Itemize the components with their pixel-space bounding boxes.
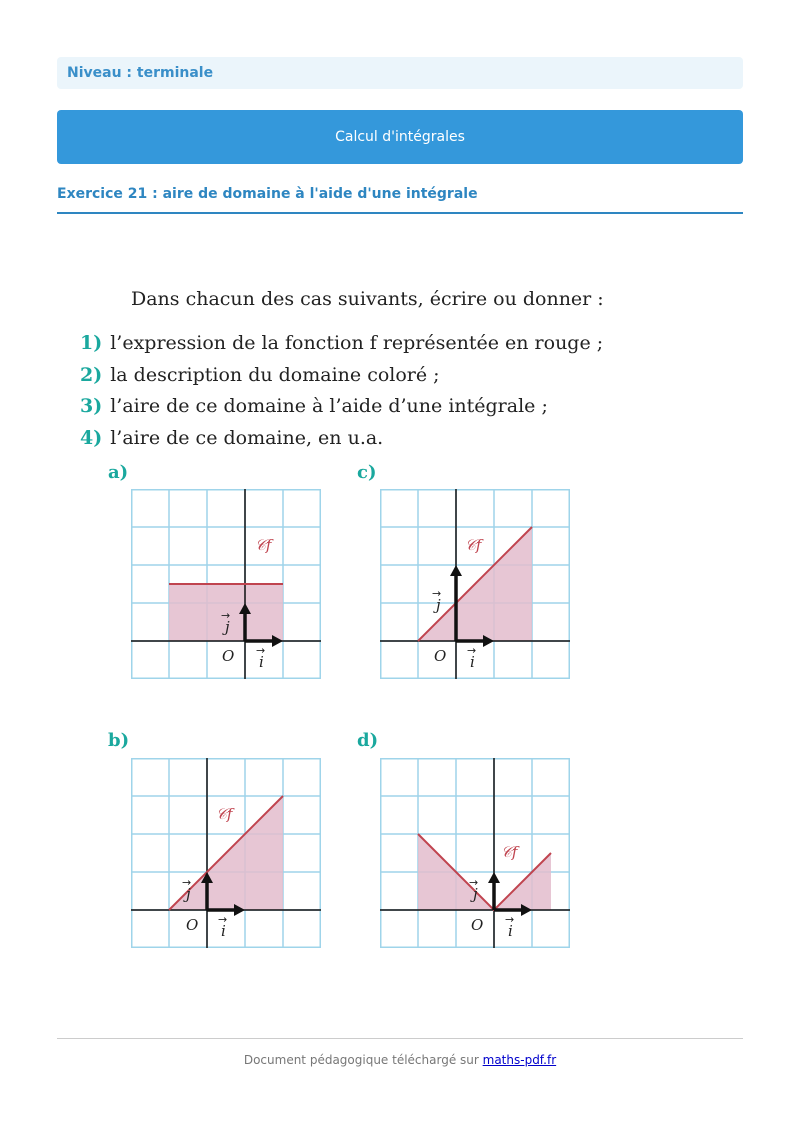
graph-d: [380, 758, 570, 948]
vector-i-label: i: [470, 653, 475, 671]
figure-label-a: a): [108, 462, 129, 483]
curve-label: 𝒞f: [501, 843, 518, 861]
question-item: 2) la description du domaine coloré ;: [80, 363, 440, 386]
footer: [0, 1053, 800, 1067]
svg-text:→: →: [432, 587, 442, 600]
exercise-intro: Dans chacun des cas suivants, écrire ou donner :: [131, 288, 604, 310]
figure-label-d: d): [357, 730, 379, 751]
graph-c: [380, 489, 570, 679]
vector-j-label: j: [436, 596, 441, 614]
vector-j-label: j: [225, 618, 230, 636]
level-banner: Niveau : terminale: [57, 57, 743, 89]
curve-label: 𝒞f: [216, 805, 233, 823]
origin-label: O: [434, 647, 447, 665]
graph-a: [131, 489, 321, 679]
exercise-divider: [57, 212, 743, 214]
question-list: [80, 332, 603, 458]
svg-text:→: →: [218, 913, 228, 926]
question-item: 1) l’expression de la fonction f représentée en rouge ;: [80, 332, 604, 354]
svg-text:→: →: [505, 913, 515, 926]
vector-j-label: j: [186, 885, 191, 903]
svg-text:→: →: [467, 644, 477, 657]
origin-label: O: [186, 916, 199, 934]
graph-b: [131, 758, 321, 948]
footer-divider: [57, 1038, 743, 1039]
curve-label: 𝒞f: [465, 536, 482, 554]
figure-label-b: b): [108, 730, 130, 751]
origin-label: O: [222, 647, 235, 665]
vector-i-label: i: [221, 922, 226, 940]
svg-text:→: →: [256, 644, 266, 657]
question-item: 3) l’aire de ce domaine à l’aide d’une intégrale ;: [80, 395, 548, 417]
page-title: Calcul d'intégrales: [57, 110, 743, 164]
exercise-title: Exercice 21 : aire de domaine à l'aide d'une intégrale: [57, 186, 478, 202]
question-item: 4) l’aire de ce domaine, en u.a.: [80, 426, 384, 449]
svg-text:→: →: [182, 876, 192, 889]
figure-label-c: c): [357, 462, 377, 483]
footer-text: Document pédagogique téléchargé sur: [243, 1053, 483, 1067]
vector-i-label: i: [508, 922, 513, 940]
svg-text:→: →: [469, 876, 479, 889]
origin-label: O: [471, 916, 484, 934]
vector-j-label: j: [473, 885, 478, 903]
vector-i-label: i: [259, 653, 264, 671]
curve-label: 𝒞f: [255, 536, 272, 554]
svg-text:→: →: [221, 609, 231, 622]
footer-link[interactable]: maths-pdf.fr: [482, 1053, 557, 1067]
